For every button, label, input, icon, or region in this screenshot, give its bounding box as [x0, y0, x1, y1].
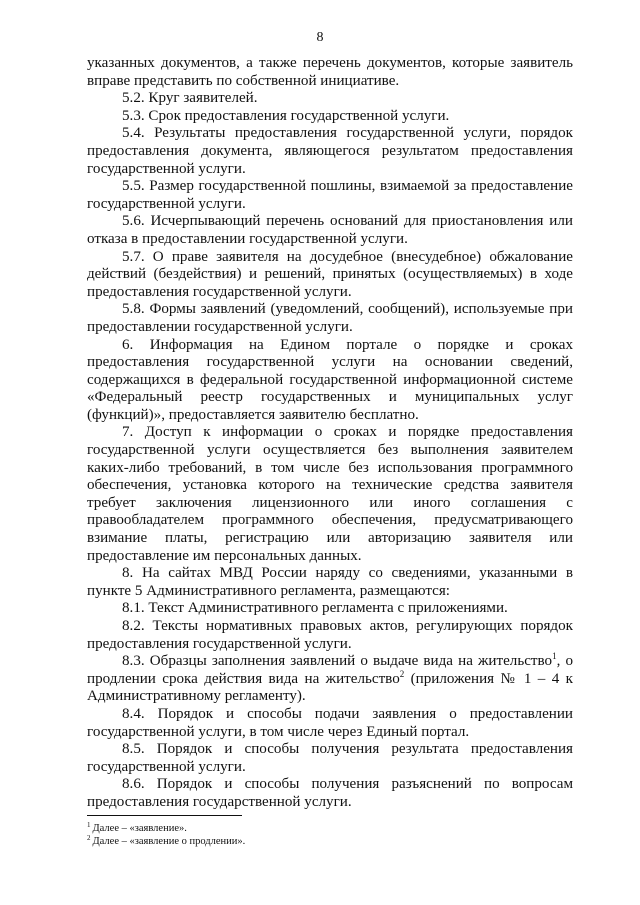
paragraph-5-3: 5.3. Срок предоставления государственной услуги. [122, 107, 450, 124]
paragraph-8-6: 8.6. Порядок и способы получения разъяснений по вопросам предоставления государственной услуги. [87, 776, 573, 810]
footnote-mark-1: 1 [87, 821, 91, 829]
paragraph-7: 7. Доступ к информации о сроках и порядке предоставления государственной услуги осуществляется без выполнения заявителем каких-либо требований, в том числе без использования программного обеспечения, установка которого на технические средства заявителя требует заключения лицензионного или иного соглашения с правообладателем программного обеспечения, предусматривающего взимание платы, регистрацию или авторизацию заявителя или предоставление им персональных данных. [87, 424, 573, 564]
paragraph-8-3-text-b: , о продлении срока действия вида на жительство [87, 653, 573, 687]
footnote-2 [87, 835, 573, 848]
footnote-separator [87, 815, 242, 816]
paragraph-8-1: 8.1. Текст Административного регламента с приложениями. [122, 600, 508, 617]
footnote-ref-2: 2 [399, 668, 405, 679]
paragraph-8-3-text-a: 8.3. Образцы заполнения заявлений о выдаче вида на жительство [122, 653, 553, 670]
paragraph-continuation: указанных документов, а также перечень документов, которые заявитель вправе представить по собственной инициативе. [87, 55, 573, 89]
paragraph-6: 6. Информация на Едином портале о порядке и сроках предоставления государственной услуги на основании сведений, содержащихся в федеральной государственной информационной системе «Федеральный реестр государственных и муниципальных услуг (функций)», предоставляется заявителю бесплатно. [87, 336, 573, 423]
paragraph-5-5: 5.5. Размер государственной пошлины, взимаемой за предоставление государственной услуги. [87, 178, 573, 212]
paragraph-8: 8. На сайтах МВД России наряду со сведениями, указанными в пункте 5 Административного регламента, размещаются: [87, 565, 573, 599]
paragraph-8-5: 8.5. Порядок и способы получения результата предоставления государственной услуги. [87, 741, 573, 775]
document-body [87, 55, 573, 812]
page-number: 8 [316, 30, 324, 45]
paragraph-5-6: 5.6. Исчерпывающий перечень оснований для приостановления или отказа в предоставлении государственной услуги. [87, 213, 573, 247]
paragraph-5-2: 5.2. Круг заявителей. [122, 90, 258, 107]
paragraph-8-3-text-c: (приложения № 1 – 4 к Административному регламенту). [87, 670, 573, 705]
footnote-text-2: Далее – «заявление о продлении». [92, 836, 246, 847]
footnotes [87, 822, 573, 848]
footnote-1 [87, 822, 573, 835]
footnote-text-1: Далее – «заявление». [92, 823, 187, 834]
paragraph-8-2: 8.2. Тексты нормативных правовых актов, регулирующих порядок предоставления государственной услуги. [87, 618, 573, 652]
paragraph-5-8: 5.8. Формы заявлений (уведомлений, сообщений), используемые при предоставлении государственной услуги. [87, 301, 573, 335]
footnote-ref-1: 1 [552, 651, 557, 662]
paragraph-5-4: 5.4. Результаты предоставления государственной услуги, порядок предоставления документа, являющегося результатом предоставления государственной услуги. [87, 125, 573, 177]
paragraph-5-7: 5.7. О праве заявителя на досудебное (внесудебное) обжалование действий (бездействия) и решений, принятых (осуществляемых) в ходе предоставления государственной услуги. [87, 248, 573, 300]
paragraph-8-3 [87, 653, 573, 706]
paragraph-8-4: 8.4. Порядок и способы подачи заявления о предоставлении государственной услуги, в том числе через Единый портал. [87, 705, 573, 740]
footnote-mark-2: 2 [87, 834, 91, 842]
